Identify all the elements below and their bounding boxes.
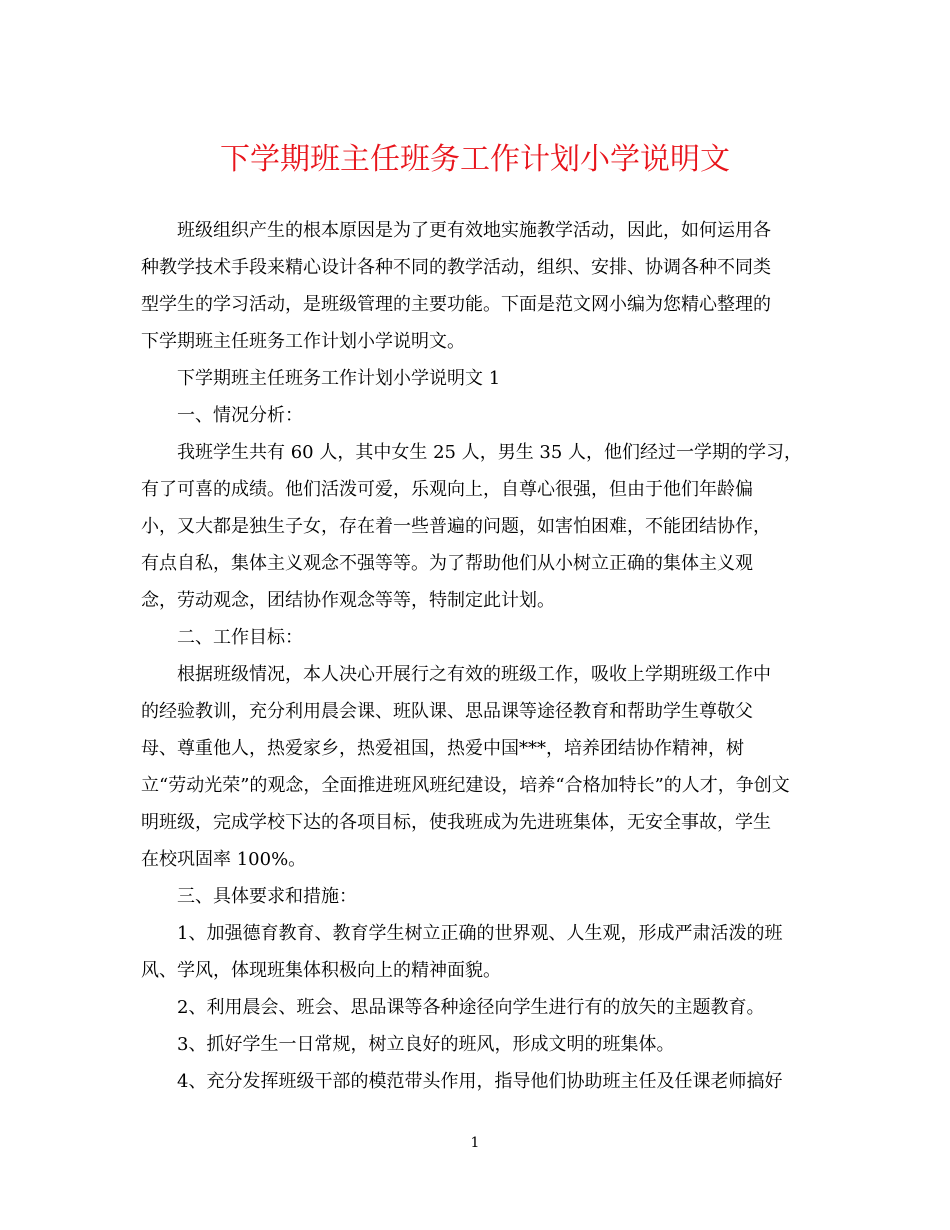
section-heading: 三、具体要求和措施： bbox=[177, 886, 357, 907]
text-line: 1、加强德育教育、教育学生树立正确的世界观、人生观，形成严肃活泼的班 bbox=[177, 923, 783, 944]
text-line: 有点自私，集体主义观念不强等等。为了帮助他们从小树立正确的集体主义观 bbox=[141, 553, 753, 574]
list-item bbox=[141, 915, 809, 989]
text-line: 下学期班主任班务工作计划小学说明文。 bbox=[141, 331, 465, 352]
text-line: 我班学生共有 60 人，其中女生 25 人，男生 35 人，他们经过一学期的学习， bbox=[177, 442, 803, 463]
text-line: 班级组织产生的根本原因是为了更有效地实施教学活动，因此，如何运用各 bbox=[177, 220, 771, 241]
text-line: 的经验教训，充分利用晨会课、班队课、思品课等途径教育和帮助学生尊敬父 bbox=[141, 701, 753, 722]
text-line: 种教学技术手段来精心设计各种不同的教学活动，组织、安排、协调各种不同类 bbox=[141, 257, 771, 278]
text-line: 型学生的学习活动，是班级管理的主要功能。下面是范文网小编为您精心整理的 bbox=[141, 294, 771, 315]
section-heading: 一、情况分析： bbox=[177, 405, 303, 426]
document-body bbox=[141, 212, 809, 1100]
text-line: 念，劳动观念，团结协作观念等等，特制定此计划。 bbox=[141, 590, 555, 611]
section1-paragraph bbox=[141, 434, 809, 619]
text-line: 有了可喜的成绩。他们活泼可爱，乐观向上，自尊心很强，但由于他们年龄偏 bbox=[141, 479, 753, 500]
list-item: 2、利用晨会、班会、思品课等各种途径向学生进行有的放矢的主题教育。 bbox=[177, 997, 765, 1018]
intro-paragraph bbox=[141, 212, 809, 360]
page-number: 1 bbox=[470, 1135, 480, 1151]
text-line: 小，又大都是独生子女，存在着一些普遍的问题，如害怕困难，不能团结协作， bbox=[141, 516, 771, 537]
text-line: 母、尊重他人，热爱家乡，热爱祖国，热爱中国***，培养团结协作精神，树 bbox=[141, 738, 744, 759]
text-line: 在校巩固率 100%。 bbox=[141, 849, 307, 870]
text-line: 明班级，完成学校下达的各项目标，使我班成为先进班集体，无安全事故，学生 bbox=[141, 812, 771, 833]
text-line: 立“劳动光荣”的观念，全面推进班风班纪建设，培养“合格加特长”的人才，争创文 bbox=[141, 775, 790, 796]
text-line: 风、学风，体现班集体积极向上的精神面貌。 bbox=[141, 960, 501, 981]
section2-paragraph bbox=[141, 656, 809, 878]
text-line: 根据班级情况，本人决心开展行之有效的班级工作，吸收上学期班级工作中 bbox=[177, 664, 771, 685]
section-subtitle: 下学期班主任班务工作计划小学说明文 1 bbox=[177, 368, 501, 389]
document-title: 下学期班主任班务工作计划小学说明文 bbox=[220, 142, 730, 177]
section-heading: 二、工作目标： bbox=[177, 627, 303, 648]
list-item: 4、充分发挥班级干部的模范带头作用，指导他们协助班主任及任课老师搞好 bbox=[177, 1071, 783, 1092]
list-item: 3、抓好学生一日常规，树立良好的班风，形成文明的班集体。 bbox=[177, 1034, 675, 1055]
